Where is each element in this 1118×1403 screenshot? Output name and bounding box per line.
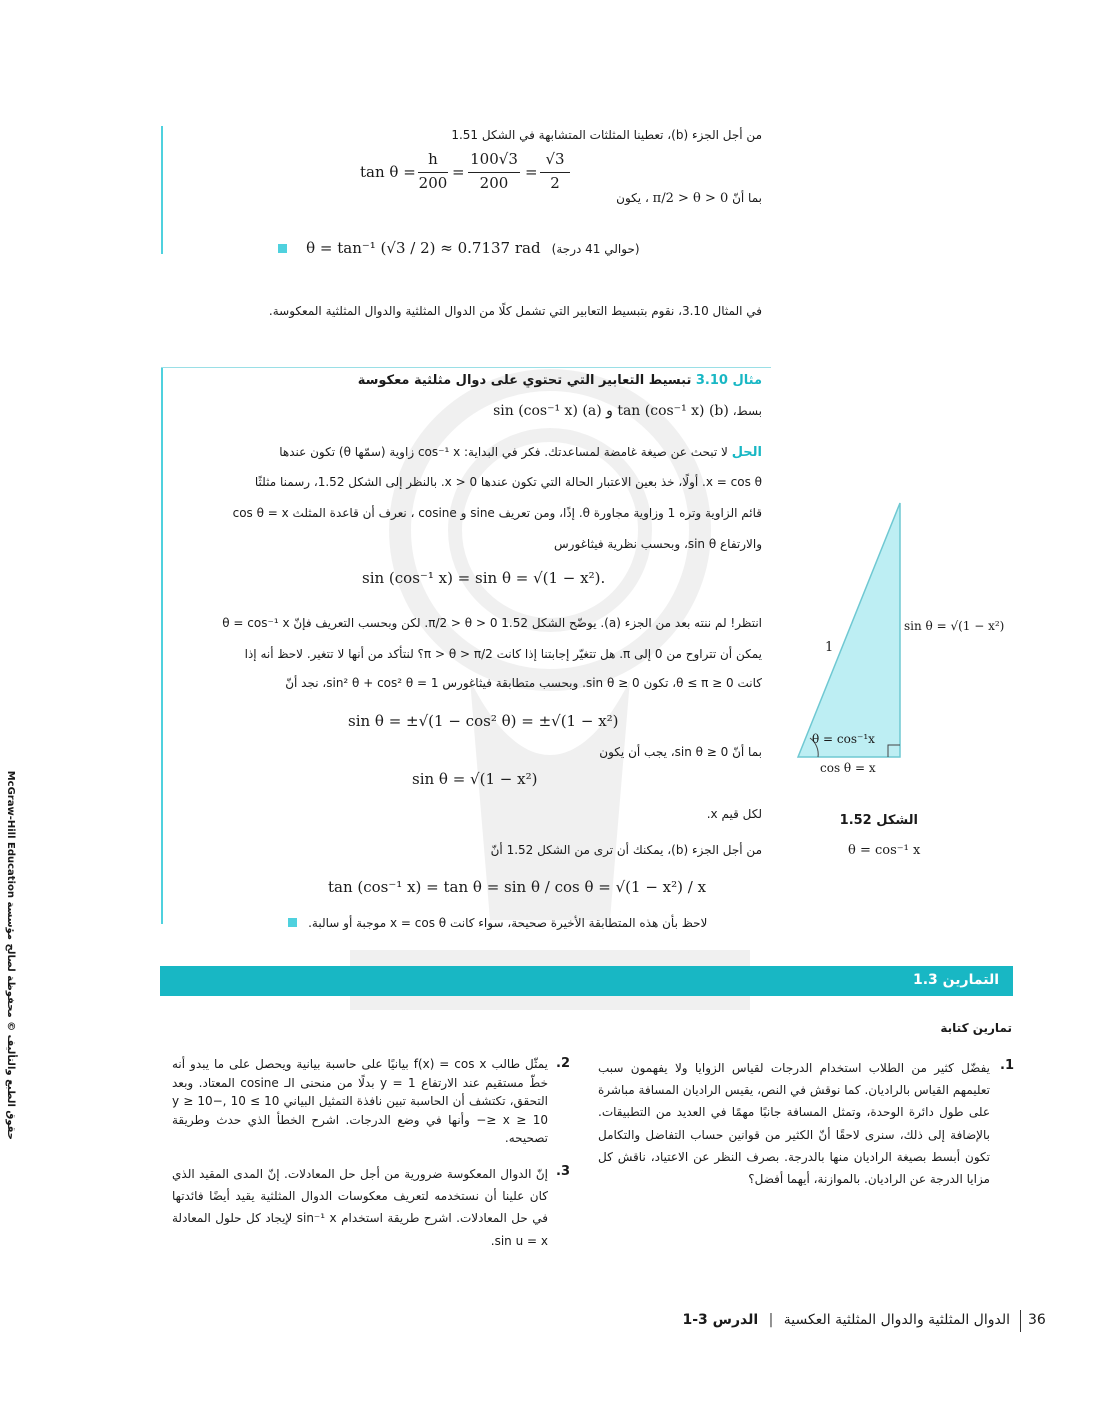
watermark-logo (320, 360, 780, 1060)
example-end-square (288, 918, 297, 927)
tan-eq1: = (452, 163, 465, 181)
footer-lesson: الدرس 3-1 (682, 1312, 759, 1328)
solution-line-1 (279, 444, 762, 462)
solution-line-2: x = cos θ. أولًا، خذ بعين الاعتبار الحالة التي تكون عندها x > 0. بالنظر إلى الشكل 1.52، رسمنا مثلثًا (254, 475, 762, 489)
solution-line-3: قائم الزاوية وتره 1 وزاوية مجاورة θ. إذًا، ومن تعريف sine و cosine ، نعرف أن قاعدة المثلث cos θ = x (232, 506, 762, 520)
simplify-line (493, 402, 762, 422)
part-b-intro: من أجل الجزء (b)، تعطينا المثلثات المتشابهة في الشكل 1.51 (451, 128, 762, 142)
footer-title: الدوال المثلثية والدوال المثلثية العكسية (783, 1312, 1010, 1328)
tan-frac2-den: 200 (479, 174, 509, 192)
exercise-2-number: 2. (556, 1056, 570, 1071)
section-title: التمارين 1.3 (912, 972, 999, 988)
example-box-rule (161, 368, 163, 924)
right-triangle (798, 503, 900, 757)
writing-heading: تمارين كتابة (940, 1021, 1012, 1035)
final-note-line (288, 912, 707, 932)
solution-label: الحل (731, 445, 762, 460)
wait-line-1: انتظر! لم ننته بعد من الجزء (a). يوضّح الشكل 1.52 π/2 > θ > 0. لكن وبحسب التعريف فإنّ θ = cos⁻¹ x (222, 616, 762, 630)
exercise-1-number: 1. (1000, 1058, 1014, 1073)
theta-note: (حوالي 41 درجة) (551, 242, 640, 256)
end-of-solution-square (278, 244, 287, 253)
footer-divider (1020, 1310, 1021, 1332)
simplify-math: (b) tan (cos⁻¹ x) و (a) sin (cos⁻¹ x) (493, 403, 729, 419)
part-b-text: من أجل الجزء (b)، يمكنك أن ترى من الشكل 1.52 أنّ (490, 843, 762, 857)
example-label: مثال 3.10 (695, 373, 762, 388)
since-sin-line: بما أنّ sin θ ≥ 0، يجب أن يكون (599, 745, 762, 759)
tan-equation (360, 148, 580, 198)
since-tail: ، يكون (616, 191, 649, 205)
wait-line-3: كانت 0 ≤ θ ≤ π، تكون sin θ ≥ 0. وبحسب متطابقة فيثاغورس sin² θ + cos² θ = 1، نجد أنّ (285, 676, 762, 690)
copyright-notice: حقوق الطبع والتأليف © محفوظة لصالح مؤسسة McGraw-Hill Education (5, 770, 16, 1140)
example-header (358, 373, 762, 388)
exercise-3-text: إنّ الدوال المعكوسة ضرورية من أجل حل المعادلات. إنّ المدى المقيد الذي كان علينا أن نستخدمه لتعريف معكوسات الدوال المثلثية يقيد أيضًا فائدتها في حل المعادلات. اشرح طريقة استخدام sin⁻¹ x لإيجاد كل حلول المعادلة sin u = x. (172, 1167, 548, 1248)
tan-frac1-num: h (428, 150, 438, 168)
theta-equation (278, 238, 640, 258)
solution-line-4: والارتفاع sin θ، وبحسب نظرية فيثاغورس (554, 537, 762, 551)
figure-caption: الشكل 1.52 (839, 813, 918, 828)
tan-frac3-num: √3 (545, 150, 565, 168)
adjacent-label: cos θ = x (820, 761, 876, 775)
eq-sin-result: sin (cos⁻¹ x) = sin θ = √(1 − x²). (362, 569, 606, 587)
theta-math: θ = tan⁻¹ (√3 / 2) ≈ 0.7137 rad (306, 239, 541, 257)
example-continuation-rule (161, 126, 163, 254)
final-note: لاحظ بأن هذه المتطابقة الأخيرة صحيحة، سواء كانت x = cos θ موجبة أو سالبة. (308, 916, 708, 930)
simplify-label: بسط، (732, 404, 762, 418)
page-footer: الدوال المثلثية والدوال المثلثية العكسية | الدرس 3-1 (682, 1312, 1010, 1328)
since-text: بما أنّ (732, 191, 762, 205)
exercise-2-text: يمثّل طالب f(x) = cos x بيانيًا على حاسبة بيانية ويحصل على ما يبدو أنه خطّ مستقيم عند الارتفاع y = 1 بدلًا من منحنى الـ cosine المعتاد. وبعد التحقق، تكتشف أن الحاسبة تبين نافذة التمثيل البياني 10 ≥ y ≥ 10−, 10 ≥ x ≥ 10− وأنها في وضع الدرجات. اشرح الخطأ الذي حدث وطريقة تصحيحه. (172, 1057, 549, 1146)
eq-plus-minus: sin θ = ±√(1 − cos² θ) = ±√(1 − x²) (348, 712, 619, 730)
exercises-section-bar (160, 966, 1013, 996)
since-line (616, 190, 762, 208)
wait-line-2: يمكن أن تتراوح من 0 إلى π. هل تتغيّر إجابتنا إذا كانت π > θ > π/2؟ لنتأكد من أنها لا تتغير. لاحظ أنه إذا (244, 647, 762, 661)
hypotenuse-label: 1 (825, 640, 834, 655)
angle-label: θ = cos⁻¹x (812, 732, 875, 746)
tan-frac1-den: 200 (418, 174, 448, 192)
solution-line-1-text: لا تبحث عن صيغة غامضة لمساعدتك. فكر في البداية: cos⁻¹ x زاوية (سمّها θ) تكون عندها (279, 445, 728, 459)
tan-eq2: = (525, 163, 538, 181)
figure-caption-sub: θ = cos⁻¹ x (848, 843, 921, 858)
page-number: 36 (1028, 1312, 1046, 1328)
eq-sin-positive: sin θ = √(1 − x²) (412, 770, 538, 788)
tan-lhs: tan θ = (360, 163, 416, 181)
example-title: تبسيط التعابير التي تحتوي على دوال مثلثية معكوسة (357, 373, 692, 388)
opposite-label: sin θ = √(1 − x²) (904, 619, 1005, 633)
for-all-x: لكل قيم x. (706, 807, 762, 821)
eq-tan-final: tan (cos⁻¹ x) = tan θ = sin θ / cos θ = √(1 − x²) / x (328, 878, 707, 896)
tan-frac2-num: 100√3 (470, 150, 518, 168)
intro-example-3-10: في المثال 3.10، نقوم بتبسيط التعابير التي تشمل كلًا من الدوال المثلثية والدوال المثلثية المعكوسة. (268, 304, 762, 318)
since-math: π/2 > θ > 0 (652, 191, 729, 206)
tan-frac3-den: 2 (550, 174, 560, 192)
exercise-3-number: 3. (556, 1164, 570, 1179)
example-box-top-rule (161, 367, 771, 368)
exercise-1-text: يفضّل كثير من الطلاب استخدام الدرجات لقياس الزوايا ولا يفهمون سبب تعليمهم القياس بالراديان. كما نوقش في النص، يقيس الراديان المسافة مباشرة على طول دائرة الوحدة، وتمثل المسافة جانبًا مهمًا في العديد من التطبيقات. بالإضافة إلى ذلك، سنرى لاحقًا أنّ الكثير من قوانين حساب التفاضل والتكامل تكون أبسط بصيغة الراديان منها بالدرجة. بصرف النظر عن الاعتياد، ناقش كل مزايا الدرجة عن الراديان. بالموازنة، أيهما أفضل؟ (598, 1061, 990, 1186)
